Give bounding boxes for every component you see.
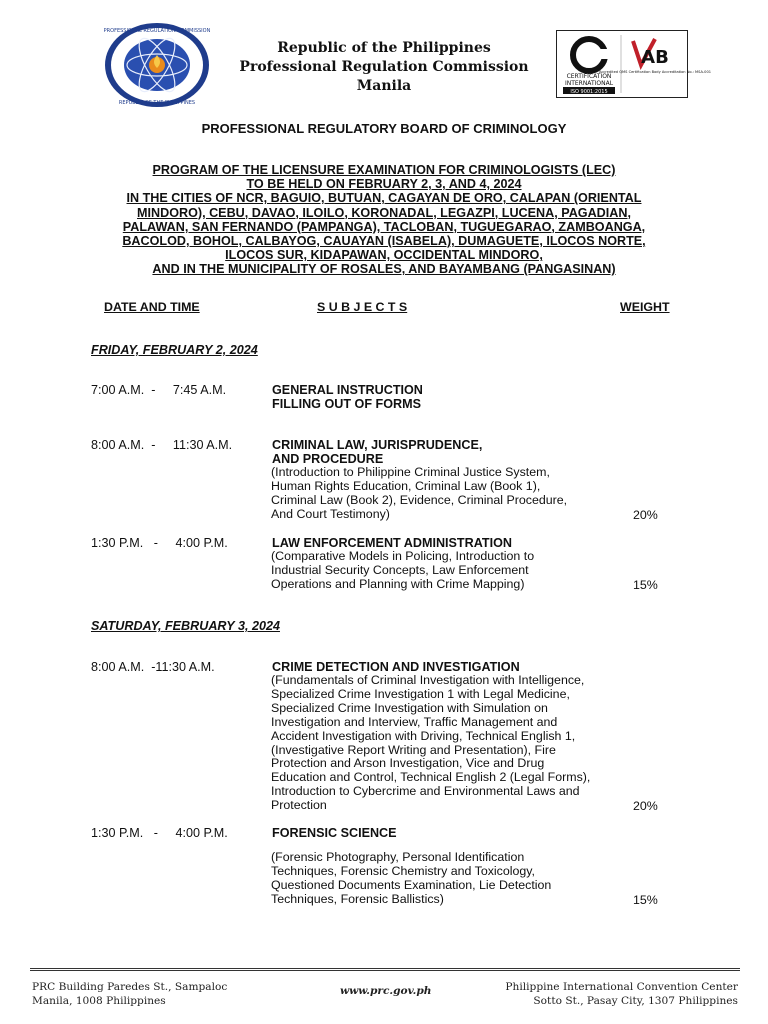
session-desc-line: Education and Control, Technical English 2 (Legal Forms), xyxy=(271,770,591,785)
session-title-line: GENERAL INSTRUCTION xyxy=(272,383,423,397)
session-time: 8:00 A.M. -11:30 A.M. xyxy=(91,660,215,674)
footer-address-line: Philippine International Convention Center xyxy=(505,981,738,993)
session-desc-line: Techniques, Forensic Ballistics) xyxy=(271,891,444,906)
session-desc-line: Specialized Crime Investigation with Simulation on xyxy=(271,700,548,715)
program-line: MINDORO), CEBU, DAVAO, ILOILO, KORONADAL, LEGAZPI, LUCENA, PAGADIAN, xyxy=(137,205,631,220)
session-desc-line: Criminal Law (Book 2), Evidence, Criminal Procedure, xyxy=(271,492,568,507)
session-description xyxy=(271,674,641,813)
certification-badge xyxy=(556,30,712,98)
seal-text-top: PROFESSIONAL REGULATION COMMISSION xyxy=(103,28,211,34)
session-time: 7:00 A.M. - 7:45 A.M. xyxy=(91,383,227,397)
cert-ab-text: Accredited QMS Certification Body Accreditation No.: MSA-001 xyxy=(598,70,712,74)
header-commission: Professional Regulation Commission xyxy=(239,59,529,75)
program-line: ILOCOS SUR, KIDAPAWAN, OCCIDENTAL MINDORO, xyxy=(225,248,543,263)
session-desc-line: And Court Testimony) xyxy=(271,506,390,521)
program-line: TO BE HELD ON FEBRUARY 2, 3, AND 4, 2024 xyxy=(246,177,522,192)
session-desc-line: (Fundamentals of Criminal Investigation with Intelligence, xyxy=(271,673,585,687)
session-time: 8:00 A.M. - 11:30 A.M. xyxy=(91,438,233,452)
footer-address-left xyxy=(32,980,227,1008)
session-desc-line: Operations and Planning with Crime Mapping) xyxy=(271,576,525,591)
footer-address-line: Sotto St., Pasay City, 1307 Philippines xyxy=(533,995,738,1007)
session-desc-line: Techniques, Forensic Chemistry and Toxicology, xyxy=(271,863,535,878)
session-title xyxy=(272,438,482,466)
session-desc-line: (Investigative Report Writing and Presentation), Fire xyxy=(271,742,556,757)
program-line: IN THE CITIES OF NCR, BAGUIO, BUTUAN, CAGAYAN DE ORO, CALAPAN (ORIENTAL xyxy=(126,191,642,206)
session-title xyxy=(272,826,397,840)
session-desc-line: Questioned Documents Examination, Lie Detection xyxy=(271,877,552,892)
session-desc-line: Investigation and Interview, Traffic Management and xyxy=(271,714,558,729)
header-city: Manila xyxy=(356,78,412,94)
session-desc-line: Specialized Crime Investigation 1 with Legal Medicine, xyxy=(271,686,570,701)
session-desc-line: (Comparative Models in Policing, Introduction to xyxy=(271,549,535,563)
header-republic: Republic of the Philippines xyxy=(277,40,491,56)
session-desc-line: Accident Investigation with Driving, Technical English 1, xyxy=(271,728,576,743)
certification-icon xyxy=(557,31,712,96)
day-header-saturday: SATURDAY, FEBRUARY 3, 2024 xyxy=(91,619,280,633)
day-header-friday: FRIDAY, FEBRUARY 2, 2024 xyxy=(91,343,258,357)
session-desc-line: Human Rights Education, Criminal Law (Book 1), xyxy=(271,478,541,493)
session-title-line: FORENSIC SCIENCE xyxy=(272,826,397,840)
footer-divider xyxy=(30,968,740,971)
session-title xyxy=(272,660,520,674)
program-line: AND IN THE MUNICIPALITY OF ROSALES, AND BAYAMBANG (PANGASINAN) xyxy=(152,262,616,277)
column-header-date-time: DATE AND TIME xyxy=(104,300,200,314)
cert-label-2: INTERNATIONAL xyxy=(564,80,614,87)
column-header-subjects: S U B J E C T S xyxy=(317,300,408,314)
session-weight: 15% xyxy=(633,893,658,907)
program-line: BACOLOD, BOHOL, CALBAYOG, CAUAYAN (ISABELA), DUMAGUETE, ILOCOS NORTE, xyxy=(122,234,646,249)
session-title xyxy=(272,536,512,550)
session-title-line: CRIMINAL LAW, JURISPRUDENCE, xyxy=(272,438,483,452)
cert-label-1: CERTIFICATION xyxy=(566,73,612,80)
session-weight: 20% xyxy=(633,799,658,813)
session-desc-line: (Introduction to Philippine Criminal Justice System, xyxy=(271,465,550,479)
svg-text:AB: AB xyxy=(641,47,669,68)
session-weight: 20% xyxy=(633,508,658,522)
session-desc-line: Introduction to Cybercrime and Environmental Laws and xyxy=(271,784,580,799)
program-line: PROGRAM OF THE LICENSURE EXAMINATION FOR CRIMINOLOGISTS (LEC) xyxy=(152,163,616,177)
session-weight: 15% xyxy=(633,578,658,592)
session-title xyxy=(272,383,423,411)
session-title-line: LAW ENFORCEMENT ADMINISTRATION xyxy=(272,536,512,550)
footer-address-line: PRC Building Paredes St., Sampaloc xyxy=(32,981,228,993)
footer-address-right xyxy=(505,980,738,1008)
board-title: PROFESSIONAL REGULATORY BOARD OF CRIMINOLOGY xyxy=(201,121,567,136)
session-desc-line: (Forensic Photography, Personal Identification xyxy=(271,850,525,864)
session-desc-line: Protection and Arson Investigation, Vice and Drug xyxy=(271,756,545,771)
session-title-line: FILLING OUT OF FORMS xyxy=(272,397,422,411)
session-description xyxy=(271,550,641,592)
session-desc-line: Industrial Security Concepts, Law Enforcement xyxy=(271,562,529,577)
footer-address-line: Manila, 1008 Philippines xyxy=(32,995,166,1007)
session-title-line: CRIME DETECTION AND INVESTIGATION xyxy=(272,660,520,674)
column-header-weight: WEIGHT xyxy=(620,300,670,314)
program-heading xyxy=(60,163,708,277)
session-title-line: AND PROCEDURE xyxy=(272,452,384,466)
session-time: 1:30 P.M. - 4:00 P.M. xyxy=(91,826,228,840)
footer-website-link[interactable]: www.prc.gov.ph xyxy=(340,985,432,997)
session-description xyxy=(271,466,641,522)
session-time: 1:30 P.M. - 4:00 P.M. xyxy=(91,536,228,550)
program-line: PALAWAN, SAN FERNANDO (PAMPANGA), TACLOBAN, TUGUEGARAO, ZAMBOANGA, xyxy=(122,219,646,234)
cert-iso: ISO 9001:2015 xyxy=(570,89,608,95)
session-desc-line: Protection xyxy=(271,798,327,813)
seal-text-bottom: REPUBLIC OF THE PHILIPPINES xyxy=(118,100,196,106)
session-description xyxy=(271,851,641,907)
